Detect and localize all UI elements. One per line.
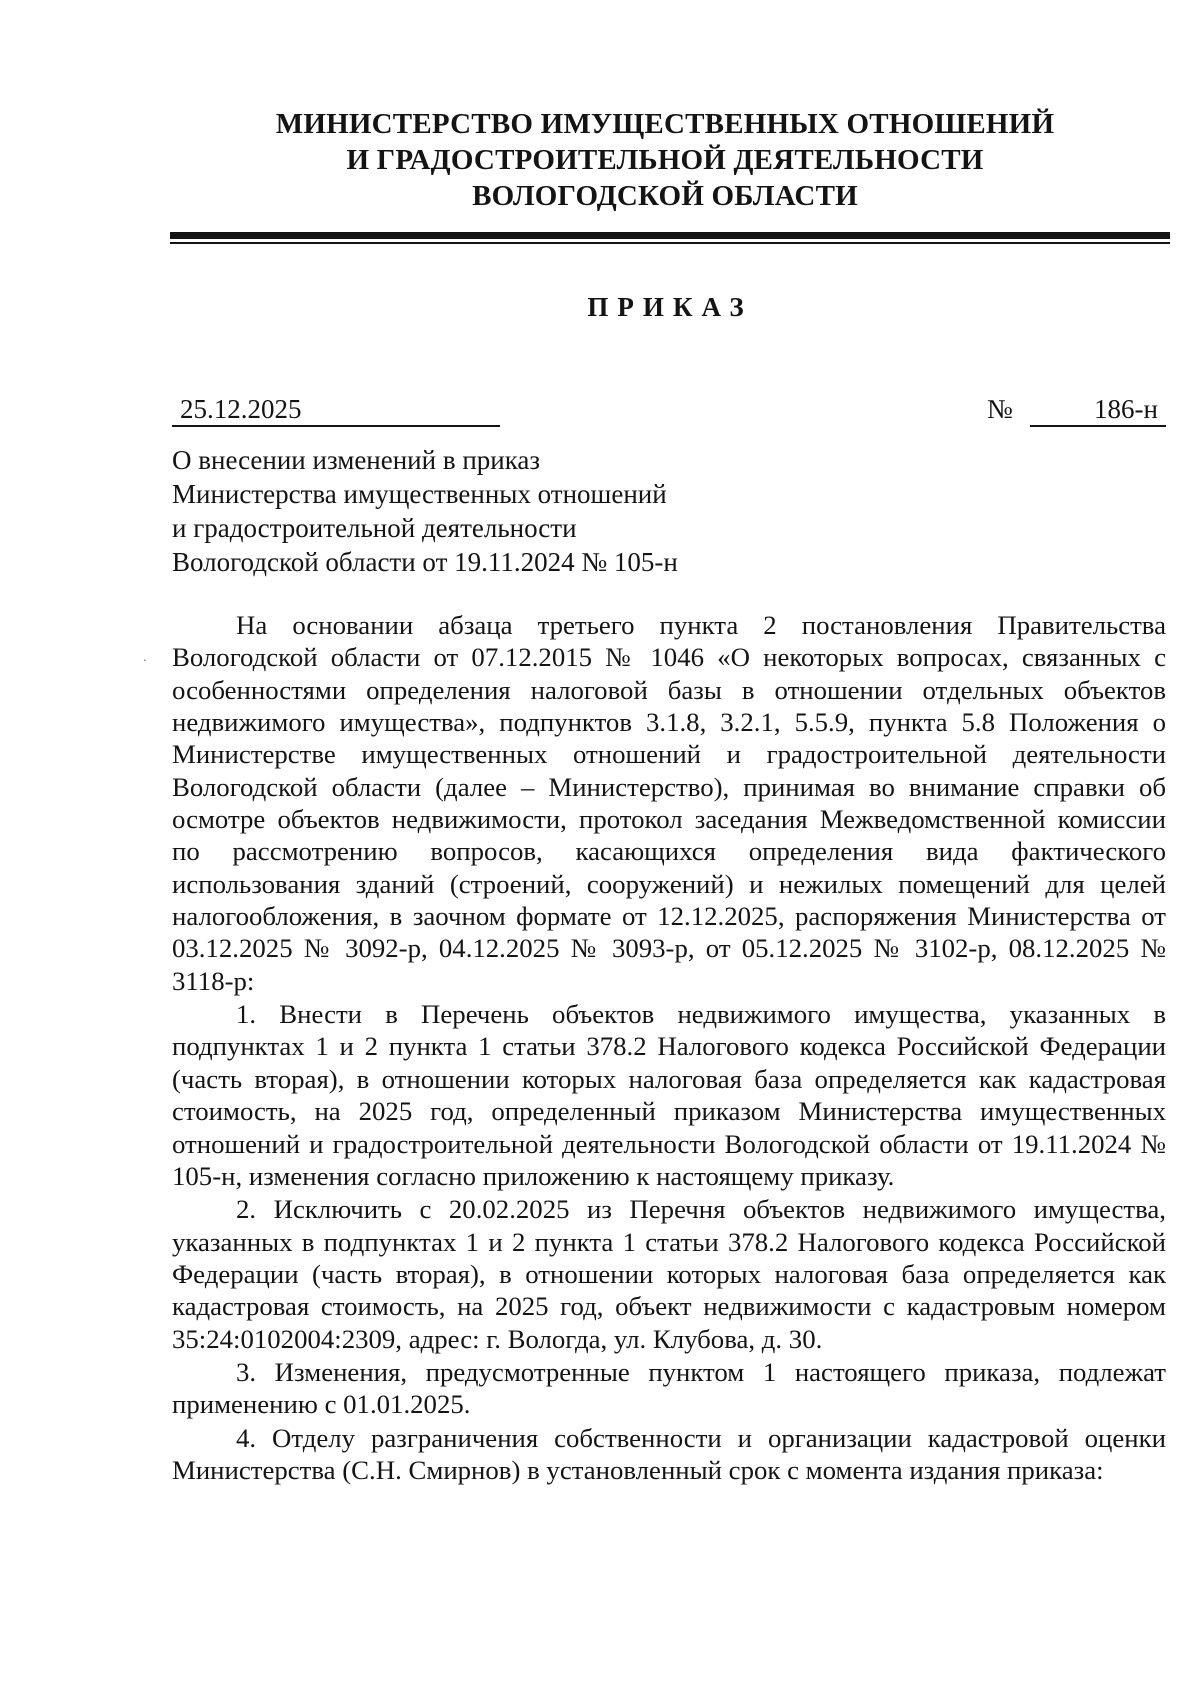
header-line-1: МИНИСТЕРСТВО ИМУЩЕСТВЕННЫХ ОТНОШЕНИЙ <box>275 108 1055 140</box>
clause-4: 4. Отделу разграничения собственности и организации кадастровой оценки Министерства (С.Н. Смирнов) в установленный срок с момента издания приказа: <box>172 1422 1166 1485</box>
header-line-3: ВОЛОГОДСКОЙ ОБЛАСТИ <box>472 180 858 212</box>
document-subject <box>172 443 678 579</box>
clause-3: 3. Изменения, предусмотренные пунктом 1 настоящего приказа, подлежат применению с 01.01.2025. <box>172 1356 1166 1420</box>
document-number: 186-н <box>1030 392 1166 427</box>
subject-line-1: О внесении изменений в приказ <box>172 445 541 475</box>
preamble-paragraph: На основании абзаца третьего пункта 2 постановления Правительства Вологодской области от 07.12.2015 № 1046 «О некоторых вопросах, связанных с особенностями определения налоговой базы в отношении отдельных объектов недвижимого имущества», подпунктов 3.1.8, 3.2.1, 5.5.9, пункта 5.8 Положения о Министерстве имущественных отношений и градостроительной деятельности Вологодской области (далее – Министерство), принимая во внимание справки об осмотре объектов недвижимости, протокол заседания Межведомственной комиссии по рассмотрению вопросов, касающихся определения вида фактического использования зданий (строений, сооружений) и нежилых помещений для целей налогообложения, в заочном формате от 12.12.2025, распоряжения Министерства от 03.12.2025 № 3092-р, 04.12.2025 № 3093-р, от 05.12.2025 № 3102-р, 08.12.2025 № 3118-р: <box>172 610 1166 996</box>
document-type-title: ПРИКАЗ <box>587 292 753 322</box>
header-divider-thin <box>170 242 1170 244</box>
subject-line-4: Вологодской области от 19.11.2024 № 105-н <box>172 547 678 577</box>
header-divider-thick <box>170 232 1170 239</box>
clause-2: 2. Исключить с 20.02.2025 из Перечня объектов недвижимого имущества, указанных в подпунктах 1 и 2 пункта 1 статьи 378.2 Налогового кодекса Российской Федерации (часть вторая), в отношении которых налоговая база определяется как кадастровая стоимость, на 2025 год, объект недвижимости с кадастровым номером 35:24:0102004:2309, адрес: г. Вологда, ул. Клубова, д. 30. <box>172 1194 1166 1354</box>
number-sign: № <box>987 394 1013 424</box>
document-body <box>172 609 1166 1486</box>
scan-speck: . <box>143 650 147 665</box>
ministry-header <box>160 106 1170 214</box>
subject-line-3: и градостроительной деятельности <box>172 513 577 543</box>
header-line-2: И ГРАДОСТРОИТЕЛЬНОЙ ДЕЯТЕЛЬНОСТИ <box>346 144 984 176</box>
subject-line-2: Министерства имущественных отношений <box>172 479 667 509</box>
clause-1: 1. Внести в Перечень объектов недвижимого имущества, указанных в подпунктах 1 и 2 пункта 1 статьи 378.2 Налогового кодекса Российской Федерации (часть вторая), в отношении которых налоговая база определяется как кадастровая стоимость, на 2025 год, определенный приказом Министерства имущественных отношений и градостроительной деятельности Вологодской области от 19.11.2024 № 105-н, изменения согласно приложению к настоящему приказу. <box>172 999 1166 1191</box>
document-date: 25.12.2025 <box>172 392 500 427</box>
